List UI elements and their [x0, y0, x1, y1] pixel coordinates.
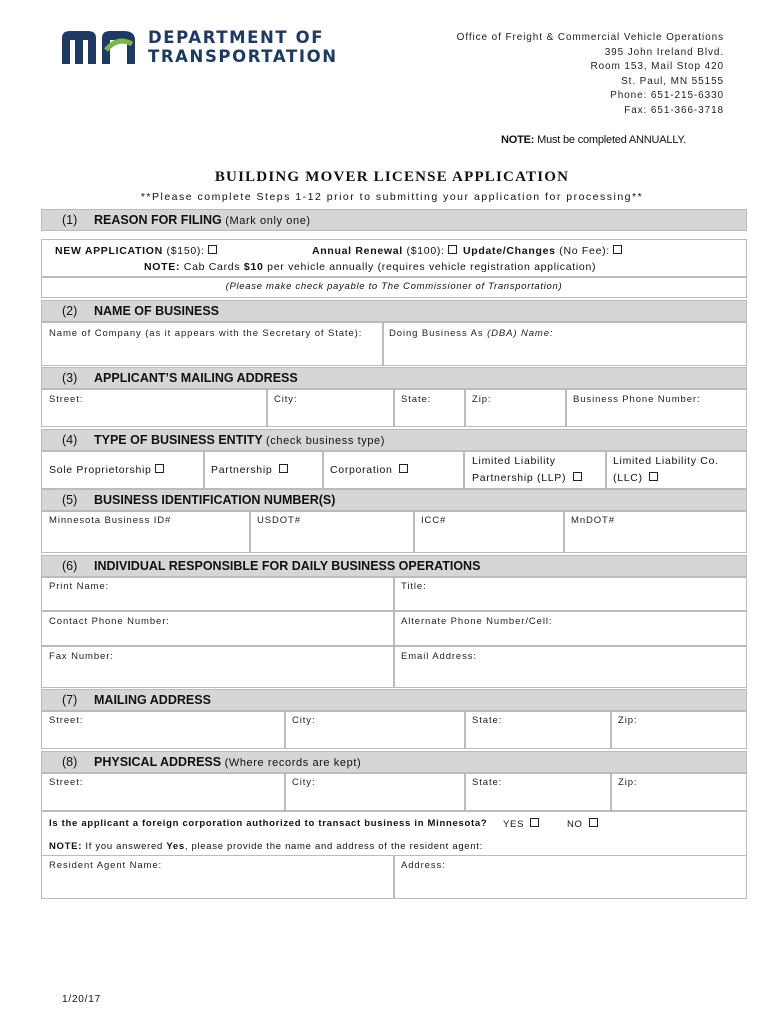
zip-label: Zip: — [618, 715, 638, 726]
section-label — [94, 210, 311, 231]
sole-proprietorship-option[interactable] — [49, 464, 164, 476]
fax-number-label: Fax Number: — [49, 651, 114, 662]
office-fax: Fax: 651-366-3718 — [624, 104, 724, 116]
section-label: APPLICANT’S MAILING ADDRESS — [94, 371, 298, 385]
resident-agent-address-label: Address: — [401, 860, 446, 871]
form-title: BUILDING MOVER LICENSE APPLICATION — [214, 169, 570, 185]
street-label: Street: — [49, 777, 84, 788]
corporation-option[interactable] — [330, 464, 408, 476]
foreign-corporation-question-text: Is the applicant a foreign corporation authorized to transact business in Minnesota? — [49, 818, 488, 829]
section-number: (3) — [62, 371, 78, 385]
llc-checkbox[interactable] — [649, 472, 658, 481]
corporation-checkbox[interactable] — [399, 464, 408, 473]
office-line: 395 John Ireland Blvd. — [604, 46, 724, 58]
cab-card-amount: $10 — [243, 261, 264, 273]
section-title: TYPE OF BUSINESS ENTITY — [94, 433, 263, 447]
new-application-checkbox[interactable] — [208, 245, 217, 254]
state-label: State: — [472, 715, 503, 726]
llp-option[interactable] — [472, 472, 582, 484]
annual-renewal-label: Annual Renewal — [312, 245, 403, 257]
foreign-no-label: NO — [567, 819, 583, 830]
llp-label-line2: Partnership (LLP) — [472, 472, 567, 484]
new-application-fee: ($150): — [166, 245, 205, 257]
section-label: MAILING ADDRESS — [94, 693, 211, 707]
mn-business-id-label: Minnesota Business ID# — [49, 515, 172, 526]
foreign-no-checkbox[interactable] — [589, 818, 598, 827]
llc-label-line1: Limited Liability Co. — [613, 455, 719, 467]
section-number: (2) — [62, 304, 78, 318]
mn-logo-icon — [62, 30, 136, 64]
state-label: State: — [401, 394, 432, 405]
dba-name-label — [389, 328, 553, 339]
section-2-header — [41, 300, 747, 322]
cab-card-note-pre: Cab Cards — [183, 261, 241, 273]
office-line: Office of Freight & Commercial Vehicle Operations — [456, 32, 724, 43]
cab-card-note-label: NOTE: — [144, 261, 181, 273]
section-7-header — [41, 689, 747, 711]
dba-label-post: Name: — [520, 328, 554, 339]
update-changes-fee: (No Fee): — [559, 245, 610, 257]
city-label: City: — [292, 715, 316, 726]
section-title: REASON FOR FILING — [94, 213, 222, 227]
city-label: City: — [292, 777, 316, 788]
logo-line-1: DEPARTMENT OF — [148, 28, 325, 47]
resident-agent-note — [49, 841, 483, 852]
section-number: (8) — [62, 755, 78, 769]
resident-agent-name-label: Resident Agent Name: — [49, 860, 163, 871]
section-number: (6) — [62, 559, 78, 573]
section-number: (4) — [62, 433, 78, 447]
resident-agent-note-post: , please provide the name and address of the resident agent: — [184, 841, 483, 852]
partnership-label: Partnership — [211, 464, 273, 476]
annual-renewal-checkbox[interactable] — [448, 245, 457, 254]
zip-label: Zip: — [472, 394, 492, 405]
section-number: (7) — [62, 693, 78, 707]
section-label: INDIVIDUAL RESPONSIBLE FOR DAILY BUSINESS OPERATIONS — [94, 559, 481, 573]
annual-note-label: NOTE: — [501, 134, 535, 146]
section-number: (5) — [62, 493, 78, 507]
resident-agent-note-yes: Yes — [166, 841, 185, 852]
section-6-header — [41, 555, 747, 577]
section-title: PHYSICAL ADDRESS — [94, 755, 222, 769]
llc-label-line2: (LLC) — [613, 472, 643, 484]
foreign-no-option[interactable] — [567, 818, 598, 830]
usdot-label: USDOT# — [257, 515, 301, 526]
update-changes-label: Update/Changes — [463, 245, 556, 257]
sole-proprietorship-label: Sole Proprietorship — [49, 464, 152, 476]
dba-label-pre: Doing Business As — [389, 328, 484, 339]
email-address-label: Email Address: — [401, 651, 477, 662]
check-payable-note — [0, 281, 770, 292]
cab-card-note-post: per vehicle annually (requires vehicle registration application) — [267, 261, 597, 273]
section-5-header — [41, 489, 747, 511]
section-number: (1) — [62, 213, 78, 227]
cab-card-note — [144, 261, 596, 273]
annual-note-text: Must be completed ANNUALLY. — [537, 134, 686, 146]
corporation-label: Corporation — [330, 464, 393, 476]
revision-date: 1/20/17 — [62, 994, 101, 1005]
mndot-logo — [62, 28, 338, 66]
resident-agent-address-field[interactable] — [394, 855, 747, 899]
section-8-header — [41, 751, 747, 773]
city-label: City: — [274, 394, 298, 405]
check-payable-text: (Please make check payable to The Commissioner of Transportation) — [225, 281, 563, 292]
section-3-header — [41, 367, 747, 389]
logo-line-2: TRANSPORTATION — [148, 47, 338, 66]
section-label: NAME OF BUSINESS — [94, 304, 220, 318]
section-hint: (check business type) — [266, 435, 386, 447]
foreign-corporation-question — [49, 818, 487, 829]
llp-checkbox[interactable] — [573, 472, 582, 481]
section-hint: (Mark only one) — [225, 215, 311, 227]
office-address — [457, 31, 724, 119]
foreign-yes-option[interactable] — [503, 818, 539, 830]
mndot-label: MnDOT# — [571, 515, 615, 526]
section-label: BUSINESS IDENTIFICATION NUMBER(S) — [94, 493, 336, 507]
title-field[interactable] — [394, 577, 747, 611]
street-label: Street: — [49, 715, 84, 726]
partnership-option[interactable] — [211, 464, 288, 476]
annual-renewal-fee: ($100): — [406, 245, 445, 257]
new-application-option[interactable] — [55, 245, 217, 257]
office-phone: Phone: 651-215-6330 — [610, 90, 724, 102]
partnership-checkbox[interactable] — [279, 464, 288, 473]
update-changes-checkbox[interactable] — [613, 245, 622, 254]
contact-phone-label: Contact Phone Number: — [49, 616, 170, 627]
print-name-label: Print Name: — [49, 581, 110, 592]
foreign-yes-label: YES — [503, 819, 525, 830]
title-label: Title: — [401, 581, 427, 592]
section-1-header — [41, 209, 747, 231]
section-4-header — [41, 429, 747, 451]
new-application-label: NEW APPLICATION — [55, 245, 163, 257]
foreign-yes-checkbox[interactable] — [530, 818, 539, 827]
dba-label-abbr: (DBA) — [487, 328, 518, 339]
sole-proprietorship-checkbox[interactable] — [155, 464, 164, 473]
llc-option[interactable] — [613, 472, 658, 484]
company-name-label: Name of Company (as it appears with the Secretary of State): — [49, 328, 363, 339]
logo-wordmark — [148, 28, 338, 66]
form-subtitle: **Please complete Steps 1-12 prior to submitting your application for processing** — [140, 191, 644, 203]
icc-label: ICC# — [421, 515, 447, 526]
annual-renewal-option[interactable] — [312, 245, 457, 257]
section-hint: (Where records are kept) — [224, 757, 362, 769]
section-label — [94, 430, 385, 451]
office-line: St. Paul, MN 55155 — [621, 75, 724, 87]
resident-agent-note-label: NOTE: — [49, 841, 83, 852]
zip-label: Zip: — [618, 777, 638, 788]
annual-note — [501, 134, 686, 146]
office-line: Room 153, Mail Stop 420 — [590, 61, 724, 73]
street-label: Street: — [49, 394, 84, 405]
resident-agent-note-pre: If you answered — [85, 841, 163, 852]
section-label — [94, 752, 361, 773]
llp-label-line1: Limited Liability — [472, 455, 556, 467]
business-phone-label: Business Phone Number: — [573, 394, 701, 405]
alternate-phone-label: Alternate Phone Number/Cell: — [401, 616, 553, 627]
state-label: State: — [472, 777, 503, 788]
update-changes-option[interactable] — [463, 245, 622, 257]
